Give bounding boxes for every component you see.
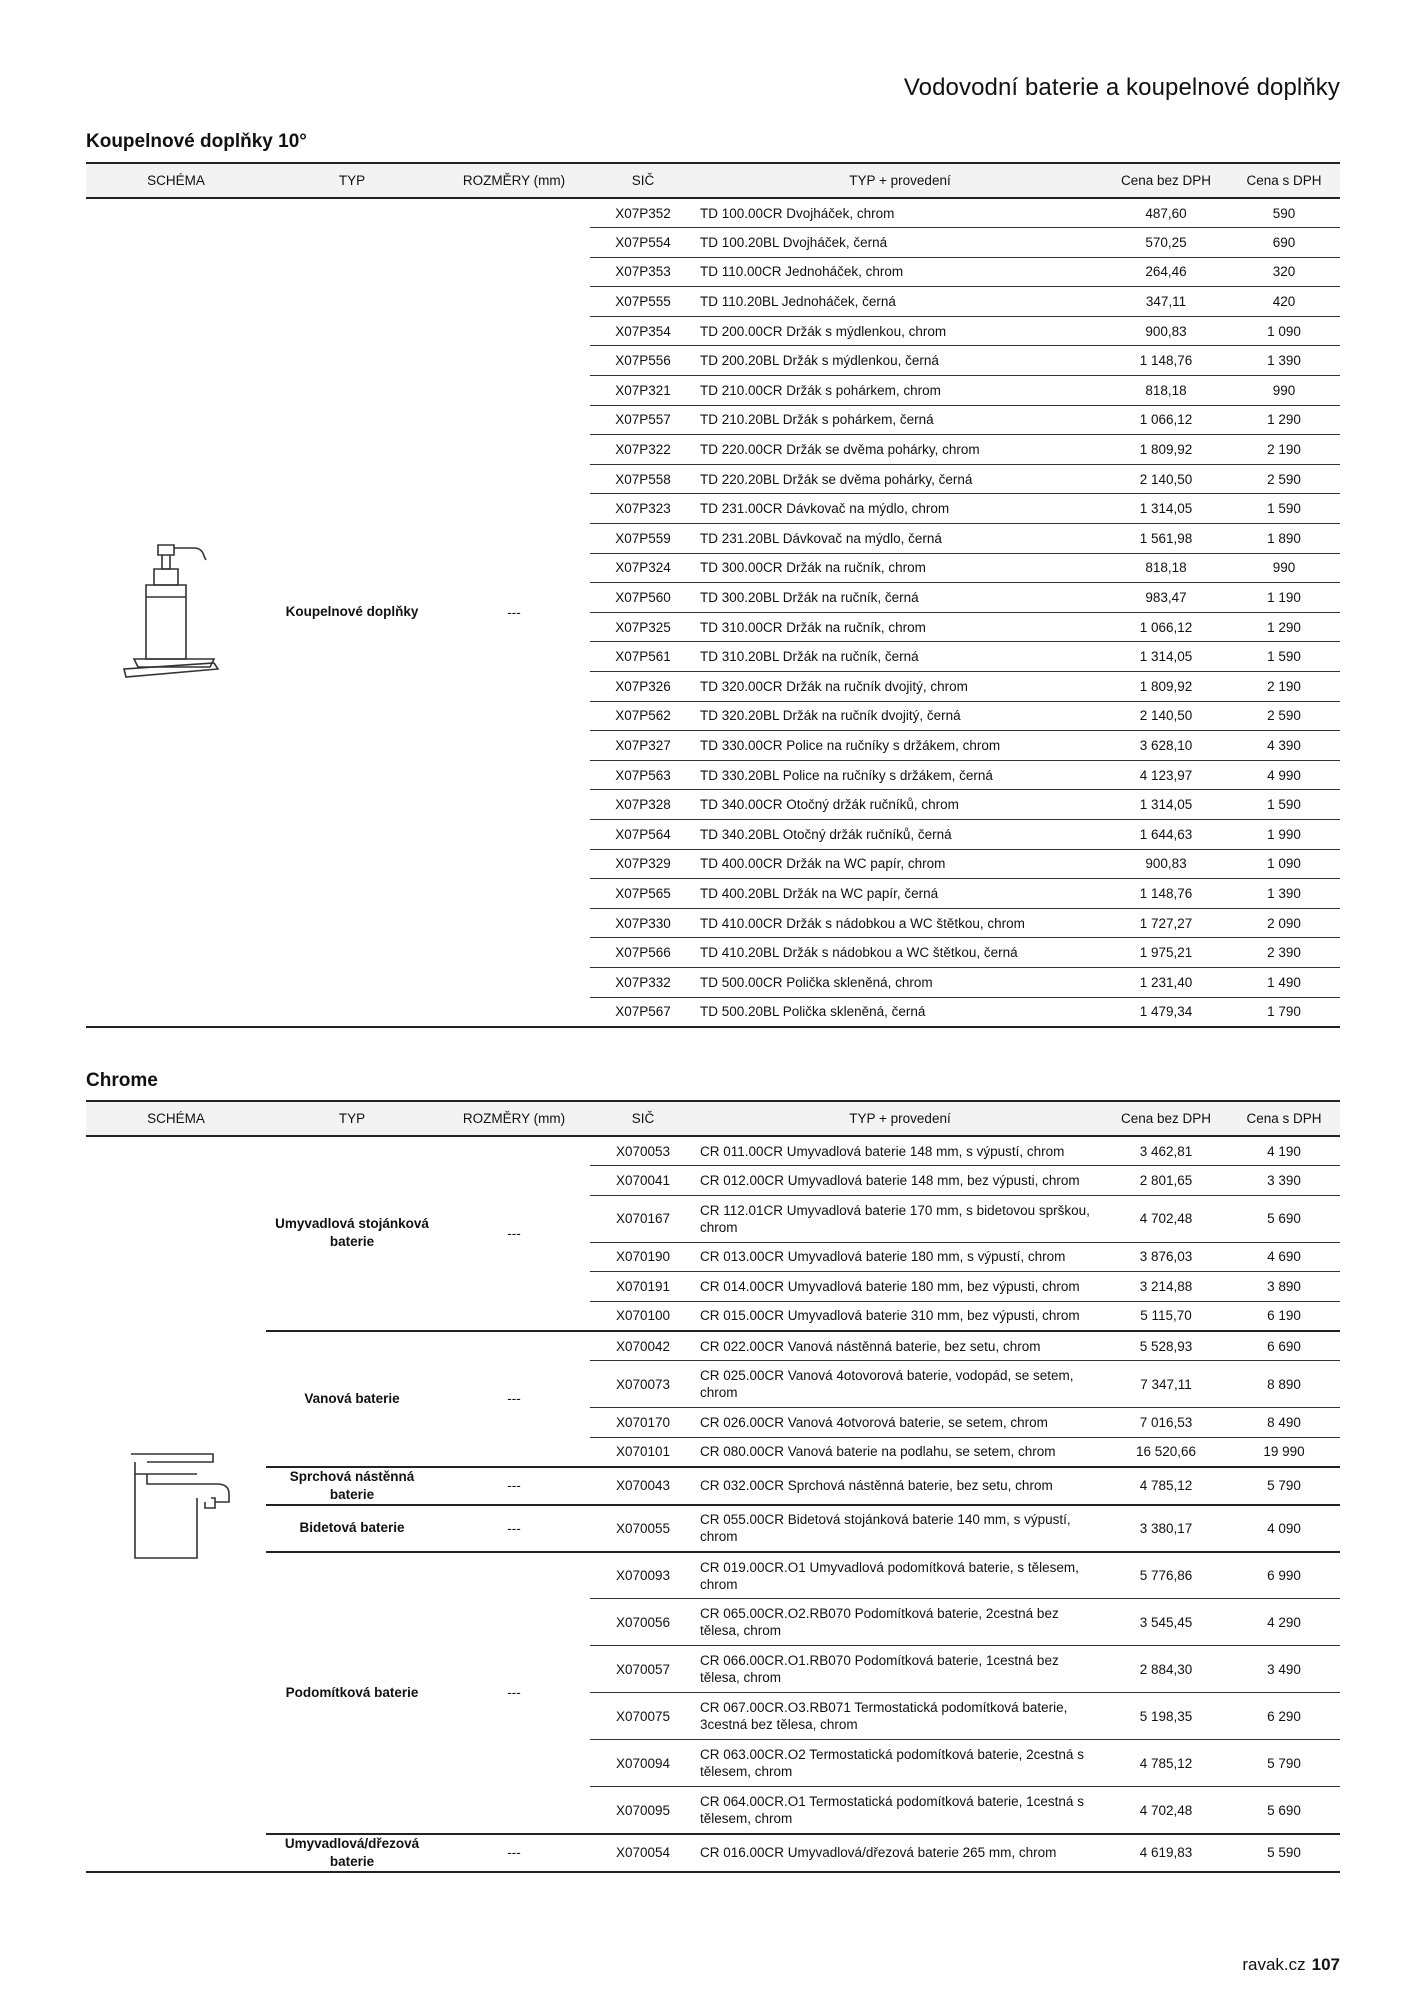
description-cell: CR 066.00CR.O1.RB070 Podomítková baterie, 1cestná bez tělesa, chrom xyxy=(696,1646,1104,1693)
col-sic: SIČ xyxy=(590,163,696,198)
sic-cell: X07P352 xyxy=(590,198,696,228)
sic-cell: X07P321 xyxy=(590,376,696,406)
sic-cell: X070055 xyxy=(590,1505,696,1552)
price-gross-cell: 1 890 xyxy=(1228,524,1340,554)
col-schema: SCHÉMA xyxy=(86,163,266,198)
price-gross-cell: 1 290 xyxy=(1228,405,1340,435)
price-net-cell: 4 785,12 xyxy=(1104,1467,1228,1505)
col-typ: TYP xyxy=(266,163,438,198)
sic-cell: X070191 xyxy=(590,1272,696,1302)
price-net-cell: 1 148,76 xyxy=(1104,346,1228,376)
sic-cell: X07P555 xyxy=(590,287,696,317)
description-cell: CR 055.00CR Bidetová stojánková baterie 140 mm, s výpustí, chrom xyxy=(696,1505,1104,1552)
page-title: Vodovodní baterie a koupelnové doplňky xyxy=(903,74,1340,101)
sic-cell: X07P564 xyxy=(590,819,696,849)
sic-cell: X070043 xyxy=(590,1467,696,1505)
price-net-cell: 16 520,66 xyxy=(1104,1437,1228,1467)
price-gross-cell: 690 xyxy=(1228,228,1340,258)
description-cell: TD 231.00CR Dávkovač na mýdlo, chrom xyxy=(696,494,1104,524)
description-cell: TD 100.20BL Dvojháček, černá xyxy=(696,228,1104,258)
price-gross-cell: 1 790 xyxy=(1228,997,1340,1027)
price-net-cell: 1 809,92 xyxy=(1104,435,1228,465)
price-gross-cell: 2 190 xyxy=(1228,672,1340,702)
price-gross-cell: 990 xyxy=(1228,553,1340,583)
price-net-cell: 1 479,34 xyxy=(1104,997,1228,1027)
sic-cell: X07P560 xyxy=(590,583,696,613)
typ-cell: Umyvadlová stojánková baterie xyxy=(266,1136,438,1331)
price-net-cell: 264,46 xyxy=(1104,257,1228,287)
sic-cell: X07P557 xyxy=(590,405,696,435)
col-sic: SIČ xyxy=(590,1101,696,1136)
sic-cell: X070093 xyxy=(590,1552,696,1599)
schema-cell xyxy=(86,198,266,1027)
sic-cell: X07P329 xyxy=(590,849,696,879)
sic-cell: X070170 xyxy=(590,1408,696,1438)
price-gross-cell: 2 590 xyxy=(1228,701,1340,731)
typ-cell: Koupelnové doplňky xyxy=(266,198,438,1027)
price-net-cell: 2 801,65 xyxy=(1104,1166,1228,1196)
description-cell: TD 220.00CR Držák se dvěma pohárky, chrom xyxy=(696,435,1104,465)
price-gross-cell: 5 590 xyxy=(1228,1834,1340,1872)
price-net-cell: 3 545,45 xyxy=(1104,1599,1228,1646)
sic-cell: X07P558 xyxy=(590,464,696,494)
price-net-cell: 7 347,11 xyxy=(1104,1361,1228,1408)
price-net-cell: 1 975,21 xyxy=(1104,938,1228,968)
col-typ: TYP xyxy=(266,1101,438,1136)
typ-cell: Bidetová baterie xyxy=(266,1505,438,1552)
section-title-chrome: Chrome xyxy=(86,1070,158,1091)
sic-cell: X07P330 xyxy=(590,908,696,938)
description-cell: TD 200.00CR Držák s mýdlenkou, chrom xyxy=(696,316,1104,346)
sic-cell: X07P326 xyxy=(590,672,696,702)
description-cell: TD 340.00CR Otočný držák ručníků, chrom xyxy=(696,790,1104,820)
description-cell: CR 065.00CR.O2.RB070 Podomítková baterie, 2cestná bez tělesa, chrom xyxy=(696,1599,1104,1646)
price-net-cell: 5 776,86 xyxy=(1104,1552,1228,1599)
rozmery-cell: --- xyxy=(438,1834,590,1872)
typ-cell: Sprchová nástěnná baterie xyxy=(266,1467,438,1505)
description-cell: TD 231.20BL Dávkovač na mýdlo, černá xyxy=(696,524,1104,554)
sic-cell: X07P565 xyxy=(590,879,696,909)
faucet-schema-icon xyxy=(111,1444,241,1564)
footer-site: ravak.cz xyxy=(1242,1955,1306,1974)
table-row xyxy=(86,1136,1340,1166)
sic-cell: X070056 xyxy=(590,1599,696,1646)
table-header-row xyxy=(86,1101,1340,1136)
description-cell: CR 067.00CR.O3.RB071 Termostatická podomítková baterie, 3cestná bez tělesa, chrom xyxy=(696,1693,1104,1740)
price-gross-cell: 6 190 xyxy=(1228,1301,1340,1331)
description-cell: TD 300.00CR Držák na ručník, chrom xyxy=(696,553,1104,583)
sic-cell: X070101 xyxy=(590,1437,696,1467)
description-cell: CR 019.00CR.O1 Umyvadlová podomítková baterie, s tělesem, chrom xyxy=(696,1552,1104,1599)
description-cell: CR 013.00CR Umyvadlová baterie 180 mm, s výpustí, chrom xyxy=(696,1242,1104,1272)
price-net-cell: 818,18 xyxy=(1104,376,1228,406)
description-cell: TD 400.20BL Držák na WC papír, černá xyxy=(696,879,1104,909)
price-net-cell: 1 066,12 xyxy=(1104,612,1228,642)
col-typ-provedeni: TYP + provedení xyxy=(696,1101,1104,1136)
sic-cell: X070057 xyxy=(590,1646,696,1693)
col-cena-bez-dph: Cena bez DPH xyxy=(1104,1101,1228,1136)
price-gross-cell: 4 990 xyxy=(1228,760,1340,790)
sic-cell: X07P322 xyxy=(590,435,696,465)
price-gross-cell: 4 390 xyxy=(1228,731,1340,761)
price-net-cell: 3 380,17 xyxy=(1104,1505,1228,1552)
price-gross-cell: 3 390 xyxy=(1228,1166,1340,1196)
price-net-cell: 5 115,70 xyxy=(1104,1301,1228,1331)
price-gross-cell: 1 990 xyxy=(1228,819,1340,849)
price-gross-cell: 4 090 xyxy=(1228,1505,1340,1552)
description-cell: CR 012.00CR Umyvadlová baterie 148 mm, bez výpusti, chrom xyxy=(696,1166,1104,1196)
description-cell: CR 022.00CR Vanová nástěnná baterie, bez setu, chrom xyxy=(696,1331,1104,1361)
description-cell: CR 025.00CR Vanová 4otovorová baterie, vodopád, se setem, chrom xyxy=(696,1361,1104,1408)
price-net-cell: 570,25 xyxy=(1104,228,1228,258)
sic-cell: X07P554 xyxy=(590,228,696,258)
sic-cell: X07P354 xyxy=(590,316,696,346)
description-cell: TD 210.00CR Držák s pohárkem, chrom xyxy=(696,376,1104,406)
price-gross-cell: 5 790 xyxy=(1228,1467,1340,1505)
description-cell: TD 110.00CR Jednoháček, chrom xyxy=(696,257,1104,287)
sic-cell: X07P556 xyxy=(590,346,696,376)
price-gross-cell: 5 790 xyxy=(1228,1740,1340,1787)
table-row xyxy=(86,1331,1340,1361)
description-cell: CR 014.00CR Umyvadlová baterie 180 mm, bez výpusti, chrom xyxy=(696,1272,1104,1302)
description-cell: TD 500.00CR Polička skleněná, chrom xyxy=(696,967,1104,997)
col-cena-s-dph: Cena s DPH xyxy=(1228,1101,1340,1136)
rozmery-cell: --- xyxy=(438,1505,590,1552)
price-gross-cell: 1 590 xyxy=(1228,790,1340,820)
description-cell: TD 310.20BL Držák na ručník, černá xyxy=(696,642,1104,672)
sic-cell: X07P327 xyxy=(590,731,696,761)
price-net-cell: 5 528,93 xyxy=(1104,1331,1228,1361)
sic-cell: X07P562 xyxy=(590,701,696,731)
page-number: 107 xyxy=(1311,1955,1340,1974)
col-rozmery: ROZMĚRY (mm) xyxy=(438,163,590,198)
price-net-cell: 900,83 xyxy=(1104,316,1228,346)
price-gross-cell: 1 190 xyxy=(1228,583,1340,613)
price-net-cell: 1 314,05 xyxy=(1104,642,1228,672)
col-typ-provedeni: TYP + provedení xyxy=(696,163,1104,198)
price-gross-cell: 1 590 xyxy=(1228,494,1340,524)
price-gross-cell: 590 xyxy=(1228,198,1340,228)
price-gross-cell: 1 090 xyxy=(1228,316,1340,346)
rozmery-cell: --- xyxy=(438,1136,590,1331)
price-gross-cell: 3 890 xyxy=(1228,1272,1340,1302)
description-cell: CR 112.01CR Umyvadlová baterie 170 mm, s bidetovou sprškou, chrom xyxy=(696,1195,1104,1242)
sic-cell: X07P567 xyxy=(590,997,696,1027)
table-header-row xyxy=(86,163,1340,198)
accessories-price-table xyxy=(86,162,1340,1028)
typ-cell: Umyvadlová/dřezová baterie xyxy=(266,1834,438,1872)
rozmery-cell: --- xyxy=(438,1467,590,1505)
col-cena-bez-dph: Cena bez DPH xyxy=(1104,163,1228,198)
price-gross-cell: 6 690 xyxy=(1228,1331,1340,1361)
price-gross-cell: 320 xyxy=(1228,257,1340,287)
price-net-cell: 4 123,97 xyxy=(1104,760,1228,790)
description-cell: TD 320.20BL Držák na ručník dvojitý, černá xyxy=(696,701,1104,731)
description-cell: CR 064.00CR.O1 Termostatická podomítková baterie, 1cestná s tělesem, chrom xyxy=(696,1787,1104,1834)
sic-cell: X07P328 xyxy=(590,790,696,820)
description-cell: TD 100.00CR Dvojháček, chrom xyxy=(696,198,1104,228)
sic-cell: X070190 xyxy=(590,1242,696,1272)
price-net-cell: 1 148,76 xyxy=(1104,879,1228,909)
description-cell: CR 015.00CR Umyvadlová baterie 310 mm, bez výpusti, chrom xyxy=(696,1301,1104,1331)
price-net-cell: 1 231,40 xyxy=(1104,967,1228,997)
description-cell: CR 011.00CR Umyvadlová baterie 148 mm, s výpustí, chrom xyxy=(696,1136,1104,1166)
sic-cell: X070095 xyxy=(590,1787,696,1834)
col-rozmery: ROZMĚRY (mm) xyxy=(438,1101,590,1136)
price-net-cell: 1 561,98 xyxy=(1104,524,1228,554)
price-net-cell: 4 785,12 xyxy=(1104,1740,1228,1787)
price-gross-cell: 6 990 xyxy=(1228,1552,1340,1599)
chrome-price-table xyxy=(86,1100,1340,1873)
sic-cell: X070094 xyxy=(590,1740,696,1787)
price-net-cell: 7 016,53 xyxy=(1104,1408,1228,1438)
description-cell: TD 330.20BL Police na ručníky s držákem, černá xyxy=(696,760,1104,790)
schema-cell xyxy=(86,1136,266,1872)
price-gross-cell: 4 290 xyxy=(1228,1599,1340,1646)
price-net-cell: 818,18 xyxy=(1104,553,1228,583)
description-cell: TD 310.00CR Držák na ručník, chrom xyxy=(696,612,1104,642)
description-cell: TD 200.20BL Držák s mýdlenkou, černá xyxy=(696,346,1104,376)
price-gross-cell: 19 990 xyxy=(1228,1437,1340,1467)
price-net-cell: 983,47 xyxy=(1104,583,1228,613)
price-net-cell: 3 628,10 xyxy=(1104,731,1228,761)
col-schema: SCHÉMA xyxy=(86,1101,266,1136)
description-cell: TD 300.20BL Držák na ručník, černá xyxy=(696,583,1104,613)
price-gross-cell: 1 390 xyxy=(1228,346,1340,376)
sic-cell: X07P353 xyxy=(590,257,696,287)
price-gross-cell: 1 090 xyxy=(1228,849,1340,879)
description-cell: TD 410.00CR Držák s nádobkou a WC štětkou, chrom xyxy=(696,908,1104,938)
sic-cell: X070041 xyxy=(590,1166,696,1196)
price-gross-cell: 4 190 xyxy=(1228,1136,1340,1166)
price-net-cell: 2 884,30 xyxy=(1104,1646,1228,1693)
table-row xyxy=(86,1834,1340,1872)
description-cell: TD 500.20BL Polička skleněná, černá xyxy=(696,997,1104,1027)
description-cell: CR 016.00CR Umyvadlová/dřezová baterie 265 mm, chrom xyxy=(696,1834,1104,1872)
description-cell: CR 026.00CR Vanová 4otvorová baterie, se setem, chrom xyxy=(696,1408,1104,1438)
price-gross-cell: 8 890 xyxy=(1228,1361,1340,1408)
price-gross-cell: 1 590 xyxy=(1228,642,1340,672)
price-net-cell: 900,83 xyxy=(1104,849,1228,879)
price-gross-cell: 2 190 xyxy=(1228,435,1340,465)
price-net-cell: 1 809,92 xyxy=(1104,672,1228,702)
rozmery-cell: --- xyxy=(438,1552,590,1834)
sic-cell: X07P324 xyxy=(590,553,696,583)
price-net-cell: 347,11 xyxy=(1104,287,1228,317)
price-net-cell: 487,60 xyxy=(1104,198,1228,228)
price-net-cell: 1 727,27 xyxy=(1104,908,1228,938)
price-net-cell: 1 066,12 xyxy=(1104,405,1228,435)
price-gross-cell: 2 090 xyxy=(1228,908,1340,938)
price-net-cell: 3 214,88 xyxy=(1104,1272,1228,1302)
sic-cell: X07P559 xyxy=(590,524,696,554)
price-gross-cell: 8 490 xyxy=(1228,1408,1340,1438)
col-cena-s-dph: Cena s DPH xyxy=(1228,163,1340,198)
price-gross-cell: 1 290 xyxy=(1228,612,1340,642)
sic-cell: X07P561 xyxy=(590,642,696,672)
price-gross-cell: 4 690 xyxy=(1228,1242,1340,1272)
sic-cell: X070100 xyxy=(590,1301,696,1331)
description-cell: TD 110.20BL Jednoháček, černá xyxy=(696,287,1104,317)
price-gross-cell: 420 xyxy=(1228,287,1340,317)
sic-cell: X07P566 xyxy=(590,938,696,968)
description-cell: TD 410.20BL Držák s nádobkou a WC štětkou, černá xyxy=(696,938,1104,968)
price-gross-cell: 2 590 xyxy=(1228,464,1340,494)
table-row xyxy=(86,1552,1340,1599)
price-net-cell: 4 702,48 xyxy=(1104,1787,1228,1834)
price-gross-cell: 5 690 xyxy=(1228,1195,1340,1242)
description-cell: CR 032.00CR Sprchová nástěnná baterie, bez setu, chrom xyxy=(696,1467,1104,1505)
sic-cell: X07P325 xyxy=(590,612,696,642)
price-gross-cell: 2 390 xyxy=(1228,938,1340,968)
price-net-cell: 2 140,50 xyxy=(1104,464,1228,494)
typ-cell: Vanová baterie xyxy=(266,1331,438,1467)
price-net-cell: 1 314,05 xyxy=(1104,790,1228,820)
typ-cell: Podomítková baterie xyxy=(266,1552,438,1834)
table-row xyxy=(86,1505,1340,1552)
table-row xyxy=(86,1467,1340,1505)
table-row xyxy=(86,198,1340,228)
price-net-cell: 2 140,50 xyxy=(1104,701,1228,731)
price-net-cell: 1 314,05 xyxy=(1104,494,1228,524)
price-net-cell: 3 876,03 xyxy=(1104,1242,1228,1272)
description-cell: TD 320.00CR Držák na ručník dvojitý, chrom xyxy=(696,672,1104,702)
page-footer xyxy=(1242,1955,1340,1975)
price-gross-cell: 5 690 xyxy=(1228,1787,1340,1834)
sic-cell: X070167 xyxy=(590,1195,696,1242)
description-cell: TD 400.00CR Držák na WC papír, chrom xyxy=(696,849,1104,879)
sic-cell: X070042 xyxy=(590,1331,696,1361)
price-gross-cell: 3 490 xyxy=(1228,1646,1340,1693)
rozmery-cell: --- xyxy=(438,198,590,1027)
price-net-cell: 4 619,83 xyxy=(1104,1834,1228,1872)
price-net-cell: 3 462,81 xyxy=(1104,1136,1228,1166)
sic-cell: X070075 xyxy=(590,1693,696,1740)
description-cell: TD 340.20BL Otočný držák ručníků, černá xyxy=(696,819,1104,849)
price-gross-cell: 1 390 xyxy=(1228,879,1340,909)
sic-cell: X07P323 xyxy=(590,494,696,524)
description-cell: CR 063.00CR.O2 Termostatická podomítková baterie, 2cestná s tělesem, chrom xyxy=(696,1740,1104,1787)
sic-cell: X070053 xyxy=(590,1136,696,1166)
sic-cell: X07P563 xyxy=(590,760,696,790)
rozmery-cell: --- xyxy=(438,1331,590,1467)
price-gross-cell: 6 290 xyxy=(1228,1693,1340,1740)
description-cell: TD 210.20BL Držák s pohárkem, černá xyxy=(696,405,1104,435)
sic-cell: X070073 xyxy=(590,1361,696,1408)
price-net-cell: 5 198,35 xyxy=(1104,1693,1228,1740)
soap-dispenser-schema-icon xyxy=(116,537,236,687)
price-net-cell: 4 702,48 xyxy=(1104,1195,1228,1242)
description-cell: CR 080.00CR Vanová baterie na podlahu, se setem, chrom xyxy=(696,1437,1104,1467)
section-title-koupelnove: Koupelnové doplňky 10° xyxy=(86,131,307,152)
description-cell: TD 330.00CR Police na ručníky s držákem, chrom xyxy=(696,731,1104,761)
price-net-cell: 1 644,63 xyxy=(1104,819,1228,849)
description-cell: TD 220.20BL Držák se dvěma pohárky, černá xyxy=(696,464,1104,494)
price-gross-cell: 1 490 xyxy=(1228,967,1340,997)
sic-cell: X070054 xyxy=(590,1834,696,1872)
sic-cell: X07P332 xyxy=(590,967,696,997)
price-gross-cell: 990 xyxy=(1228,376,1340,406)
